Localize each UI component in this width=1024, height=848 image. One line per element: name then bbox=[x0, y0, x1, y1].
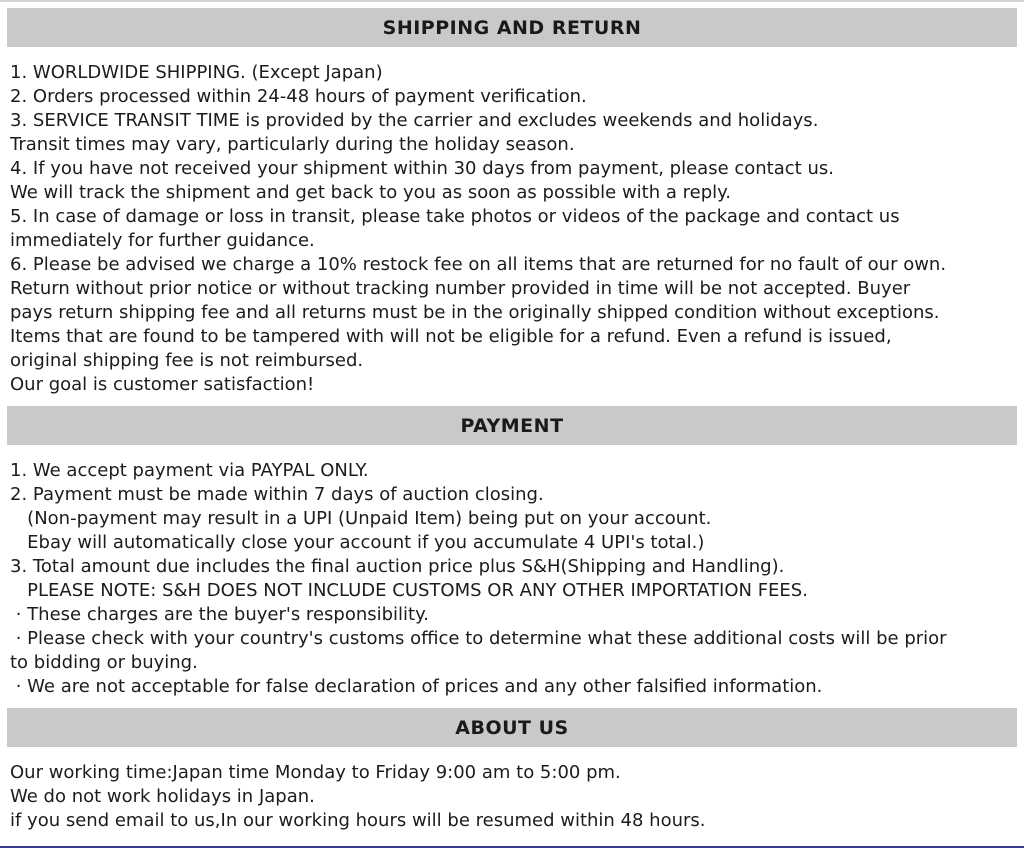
text-line: 6. Please be advised we charge a 10% restock fee on all items that are returned for no fault of our own. bbox=[10, 254, 947, 275]
text-line: · These charges are the buyer's responsibility. bbox=[10, 604, 429, 625]
text-line: Our goal is customer satisfaction! bbox=[10, 374, 315, 395]
text-line: 1. We accept payment via PAYPAL ONLY. bbox=[10, 460, 369, 481]
policy-page bbox=[0, 8, 1024, 838]
section-title-payment: PAYMENT bbox=[460, 414, 564, 437]
text-line: Our working time:Japan time Monday to Friday 9:00 am to 5:00 pm. bbox=[10, 762, 621, 783]
text-line: 1. WORLDWIDE SHIPPING. (Except Japan) bbox=[10, 62, 383, 83]
text-line: 2. Payment must be made within 7 days of auction closing. bbox=[10, 484, 544, 505]
section-body-about-us bbox=[7, 747, 1017, 838]
text-line: Items that are found to be tampered with will not be eligible for a refund. Even a refund is issued, bbox=[10, 326, 892, 347]
section-body-payment bbox=[7, 445, 1017, 702]
text-line: (Non-payment may result in a UPI (Unpaid Item) being put on your account. bbox=[10, 508, 712, 529]
section-body-shipping-and-return bbox=[7, 47, 1017, 400]
text-line: to bidding or buying. bbox=[10, 652, 198, 673]
text-line: PLEASE NOTE: S&H DOES NOT INCLUDE CUSTOMS OR ANY OTHER IMPORTATION FEES. bbox=[10, 580, 808, 601]
top-divider bbox=[0, 0, 1024, 2]
section-title-shipping-and-return: SHIPPING AND RETURN bbox=[382, 16, 642, 39]
text-line: if you send email to us,In our working hours will be resumed within 48 hours. bbox=[10, 810, 706, 831]
text-line: · Please check with your country's customs office to determine what these additional costs will be prior bbox=[10, 628, 947, 649]
section-header-shipping-and-return bbox=[7, 8, 1017, 47]
text-line: · We are not acceptable for false declaration of prices and any other falsified information. bbox=[10, 676, 823, 697]
text-line: immediately for further guidance. bbox=[10, 230, 315, 251]
text-line: 3. SERVICE TRANSIT TIME is provided by the carrier and excludes weekends and holidays. bbox=[10, 110, 819, 131]
text-line: 3. Total amount due includes the final auction price plus S&H(Shipping and Handling). bbox=[10, 556, 785, 577]
text-line: 5. In case of damage or loss in transit, please take photos or videos of the package and contact us bbox=[10, 206, 900, 227]
text-line: original shipping fee is not reimbursed. bbox=[10, 350, 364, 371]
text-line: 4. If you have not received your shipment within 30 days from payment, please contact us. bbox=[10, 158, 834, 179]
text-line: Ebay will automatically close your account if you accumulate 4 UPI's total.) bbox=[10, 532, 705, 553]
text-line: Return without prior notice or without tracking number provided in time will be not accepted. Buyer bbox=[10, 278, 911, 299]
text-line: We do not work holidays in Japan. bbox=[10, 786, 315, 807]
text-line: pays return shipping fee and all returns must be in the originally shipped condition without exceptions. bbox=[10, 302, 940, 323]
section-header-payment bbox=[7, 406, 1017, 445]
text-line: We will track the shipment and get back to you as soon as possible with a reply. bbox=[10, 182, 731, 203]
text-line: 2. Orders processed within 24-48 hours of payment verification. bbox=[10, 86, 587, 107]
section-title-about-us: ABOUT US bbox=[455, 716, 569, 739]
text-line: Transit times may vary, particularly during the holiday season. bbox=[10, 134, 575, 155]
section-header-about-us bbox=[7, 708, 1017, 747]
